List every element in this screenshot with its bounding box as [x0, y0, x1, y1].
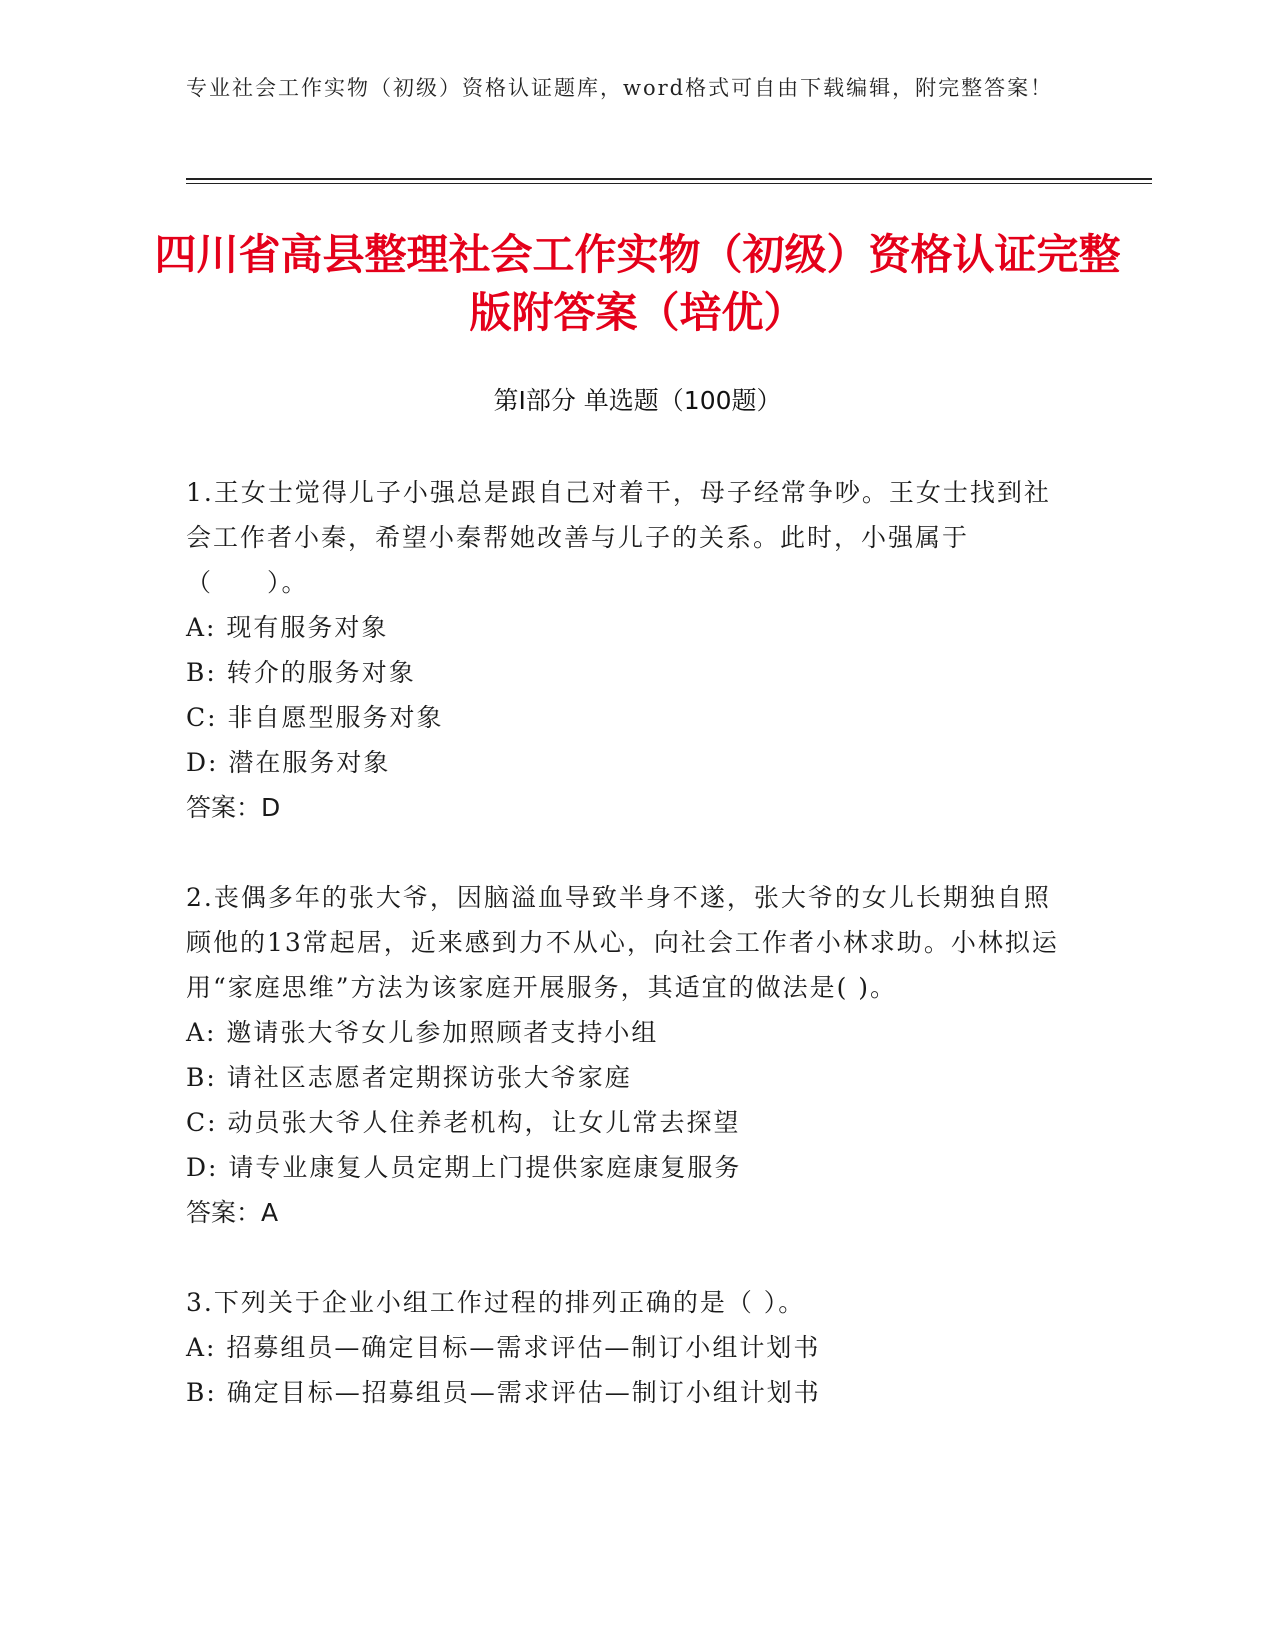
- document-title: 四川省高县整理社会工作实物（初级）资格认证完整版附答案（培优）: [154, 230, 1121, 337]
- header-divider-thin: [186, 183, 1152, 184]
- option-d: D: 请专业康复人员定期上门提供家庭康复服务: [186, 1153, 742, 1182]
- option-b: B: 请社区志愿者定期探访张大爷家庭: [186, 1063, 632, 1092]
- question-2: [186, 875, 1066, 1235]
- question-stem: 3.下列关于企业小组工作过程的排列正确的是（ ）。: [186, 1288, 806, 1317]
- question-1: [186, 470, 1066, 830]
- option-a: A: 邀请张大爷女儿参加照顾者支持小组: [186, 1018, 659, 1047]
- question-stem: 2.丧偶多年的张大爷，因脑溢血导致半身不遂，张大爷的女儿长期独自照顾他的13常起居，近来感到力不从心，向社会工作者小林求助。小林拟运用“家庭思维”方法为该家庭开展服务，其适宜的做法是( )。: [186, 883, 1059, 1002]
- option-c: C: 动员张大爷人住养老机构，让女儿常去探望: [186, 1108, 741, 1137]
- option-a: A: 现有服务对象: [186, 613, 389, 642]
- option-c: C: 非自愿型服务对象: [186, 703, 444, 732]
- option-d: D: 潜在服务对象: [186, 748, 391, 777]
- header-divider-thick: [186, 178, 1152, 180]
- option-b: B: 转介的服务对象: [186, 658, 416, 687]
- answer: 答案：D: [186, 793, 281, 822]
- header-note: 专业社会工作实物（初级）资格认证题库，word格式可自由下载编辑，附完整答案！: [186, 76, 1054, 100]
- option-b: B: 确定目标—招募组员—需求评估—制订小组计划书: [186, 1378, 821, 1407]
- option-a: A: 招募组员—确定目标—需求评估—制订小组计划书: [186, 1333, 821, 1362]
- question-list: [186, 470, 1066, 1460]
- question-stem: 1.王女士觉得儿子小强总是跟自己对着干，母子经常争吵。王女士找到社会工作者小秦，希望小秦帮她改善与儿子的关系。此时，小强属于（ ）。: [186, 478, 1051, 597]
- section-title: 第Ⅰ部分 单选题（100题）: [493, 386, 782, 415]
- question-3: [186, 1280, 1066, 1415]
- answer: 答案：A: [186, 1198, 279, 1227]
